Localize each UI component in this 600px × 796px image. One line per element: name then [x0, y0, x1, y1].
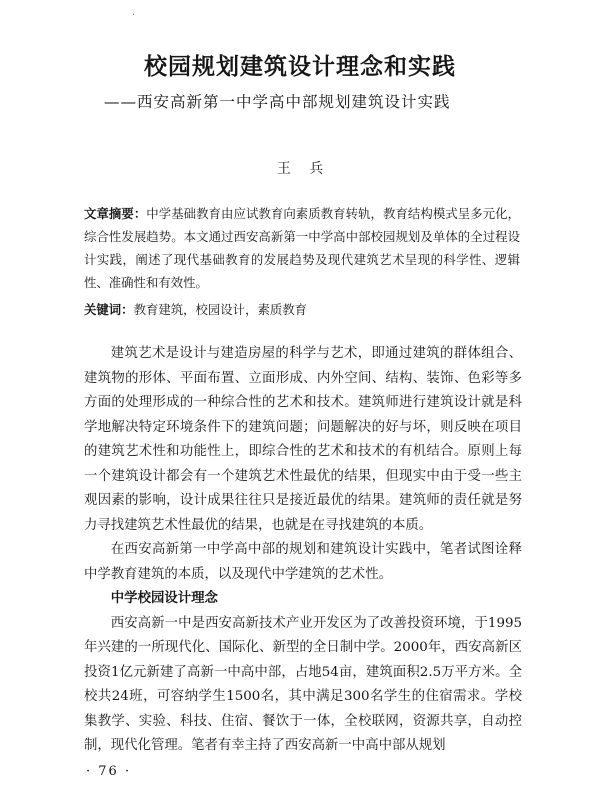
- body-paragraph-2: 在西安高新第一中学高中部的规划和建筑设计实践中，笔者试图诠释中学教育建筑的本质，以及现代中学建筑的艺术性。: [84, 542, 522, 582]
- body-paragraph-1: 建筑艺术是设计与建造房屋的科学与艺术，即通过建筑的群体组合、建筑物的形体、平面布置、立面形成、内外空间、结构、装饰、色彩等多方面的处理形成的一种综合性的艺术和技术。建筑师进行建筑设计就是科学地解决特定环境条件下的建筑问题；问题解决的好与坏，则反映在项目的建筑艺术性和功能性上，即综合性的艺术和技术的有机结合。原则上每一个建筑设计都会有一个建筑艺术性最优的结果，但现实中由于受一些主观因素的影响，设计成果往往只是接近最优的结果。建筑师的责任就是努力寻找建筑艺术性最优的结果，也就是在寻找建筑的本质。: [84, 346, 522, 533]
- section-heading: 中学校园设计理念: [110, 591, 218, 606]
- abstract-text: 中学基础教育由应试教育向素质教育转轨，教育结构模式呈多元化，综合性发展趋势。本文通过西安高新第一中学高中部校园规划及单体的全过程设计实践，阐述了现代基础教育的发展趋势及现代建筑艺术呈现的科学性、逻辑性、准确性和有效性。: [84, 206, 521, 290]
- article-title: 校园规划建筑设计理念和实践: [144, 53, 456, 80]
- abstract-label: 文章摘要：: [84, 206, 147, 221]
- body-paragraph-3: 西安高新一中是西安高新技术产业开发区为了改善投资环境，于1995年兴建的一所现代化、国际化、新型的全日制中学。2000年，西安高新区投资1亿元新建了高新一中高中部，占地54亩，建筑面积2.5万平方米。全校共24班，可容纳学生1500名，其中满足300名学生的住宿需求。学校集教学、实验、科技、住宿、餐饮于一体，全校联网，资源共享，自动控制，现代化管理。笔者有幸主持了西安高新一中高中部从规划: [84, 615, 522, 753]
- article-subtitle: ——西安高新第一中学高中部规划建筑设计实践: [104, 93, 451, 111]
- keywords-label: 关键词：: [84, 302, 134, 317]
- author-name: 王 兵: [276, 161, 324, 177]
- article-body: [84, 342, 522, 759]
- page-number: · 76 ·: [86, 764, 132, 779]
- keywords-block: [84, 298, 520, 321]
- corner-mark: ·: [132, 10, 136, 21]
- keywords-text: 教育建筑，校园设计，素质教育: [133, 302, 308, 317]
- abstract-block: [84, 202, 520, 294]
